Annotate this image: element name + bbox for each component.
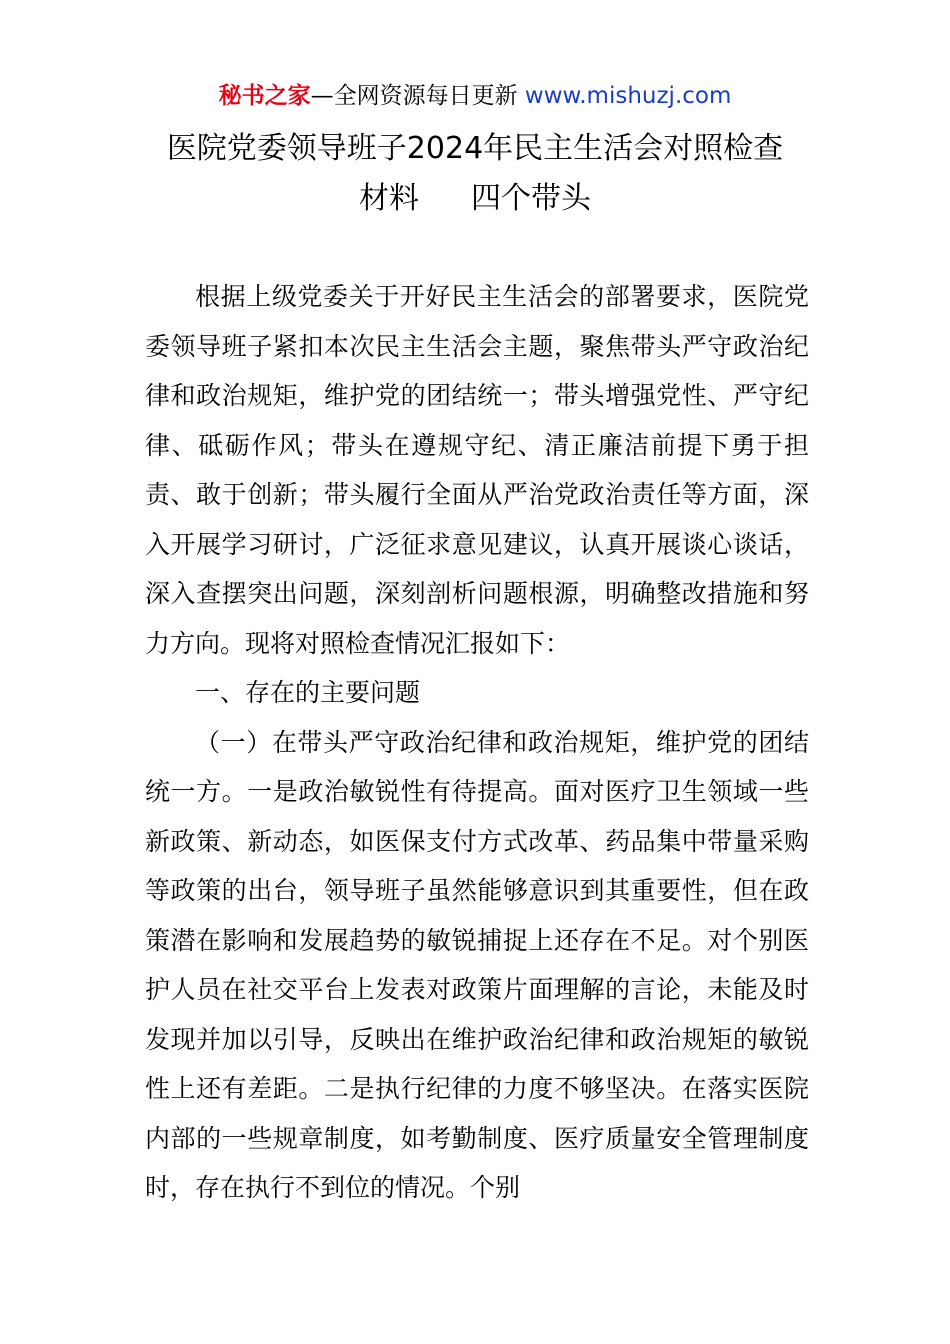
site-brand: 秘书之家 xyxy=(218,83,311,109)
title-line-1: 医院党委领导班子2024年民主生活会对照检查 xyxy=(166,131,784,166)
section-heading: 一、存在的主要问题 xyxy=(195,678,421,707)
body-paragraph: （一）在带头严守政治纪律和政治规矩，维护党的团结统一方。一是政治敏锐性有待提高。面对医疗卫生领域一些新政策、新动态，如医保支付方式改革、药品集中带量采购等政策的出台，领导班子虽然能够意识到其重要性，但在政策潜在影响和发展趋势的敏锐捕捉上还存在不足。对个别医护人员在社交平台上发表对政策片面理解的言论，未能及时发现并加以引导，反映出在维护政治纪律和政治规矩的敏锐性上还有差距。二是执行纪律的力度不够坚决。在落实医院内部的一些规章制度，如考勤制度、医疗质量安全管理制度时，存在执行不到位的情况。个别 xyxy=(145,727,809,1202)
site-tagline: —全网资源每日更新 xyxy=(310,83,525,109)
title-line-2-part-2: 四个带头 xyxy=(471,181,591,216)
site-header xyxy=(0,79,950,113)
document-body xyxy=(145,272,809,1213)
title-line-2 xyxy=(0,174,950,224)
intro-paragraph: 根据上级党委关于开好民主生活会的部署要求，医院党委领导班子紧扣本次民主生活会主题，聚焦带头严守政治纪律和政治规矩，维护党的团结统一；带头增强党性、严守纪律、砥砺作风；带头在遵规守纪、清正廉洁前提下勇于担责、敢于创新；带头履行全面从严治党政治责任等方面，深入开展学习研讨，广泛征求意见建议，认真开展谈心谈话，深入查摆突出问题，深刻剖析问题根源，明确整改措施和努力方向。现将对照检查情况汇报如下： xyxy=(145,282,809,658)
site-url[interactable]: www.mishuzj.com xyxy=(524,83,732,109)
document-title xyxy=(0,124,950,224)
title-line-2-part-1: 材料 xyxy=(359,181,419,216)
